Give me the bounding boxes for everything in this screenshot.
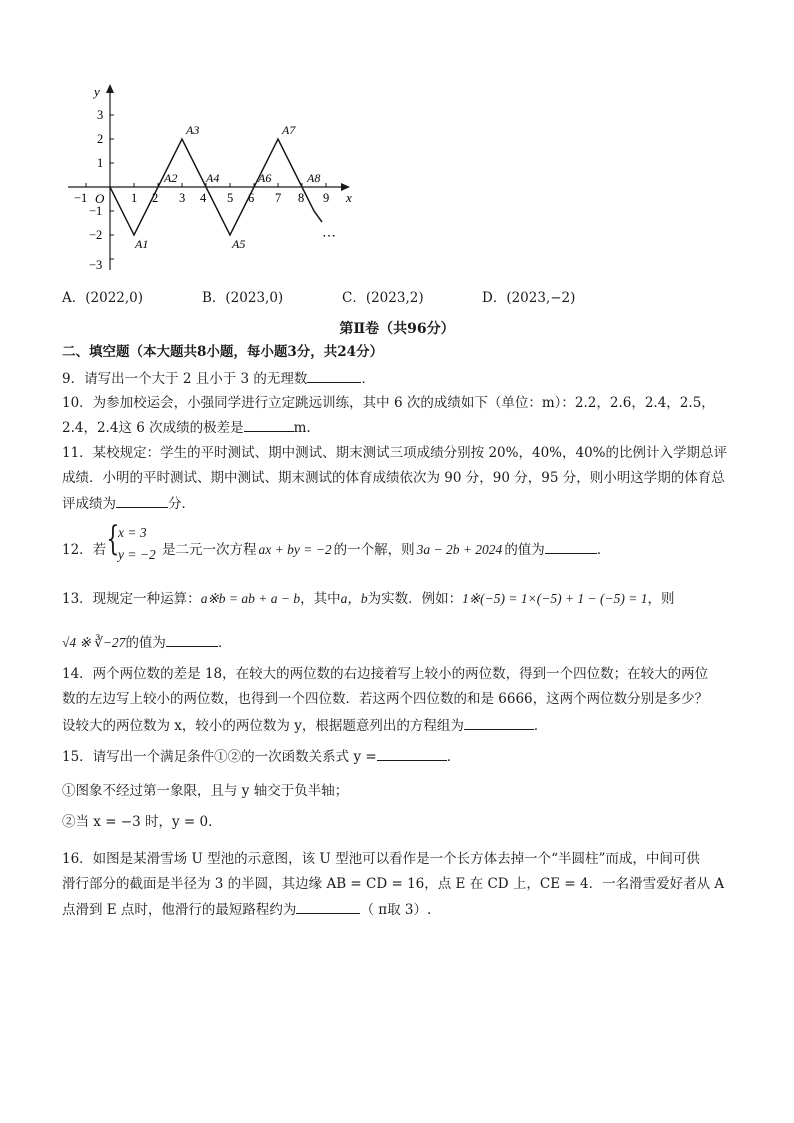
x-tick-label: −1: [74, 191, 88, 205]
option-d[interactable]: D．(2023,−2): [482, 290, 576, 306]
q12-brace: {: [106, 519, 120, 559]
continuation-ellipsis: ⋯: [322, 229, 336, 244]
q13-example: 1※(−5) = 1×(−5) + 1 − (−5) = 1: [462, 591, 648, 606]
x-tick-label: 9: [323, 191, 330, 205]
answer-blank[interactable]: [545, 540, 597, 554]
answer-blank[interactable]: [377, 747, 447, 761]
point-label-a4: A4: [206, 171, 220, 185]
question-15-line1: 15．请写出一个满足条件①②的一次函数关系式 y = ．: [62, 749, 461, 765]
part2-heading: 二、填空题（本大题共8小题，每小题3分，共24分）: [62, 344, 384, 360]
y-tick-label: 2: [97, 132, 104, 146]
question-14-line2: 数的左边写上较小的两位数，也得到一个四位数．若这两个四位数的和是 6666，这两个两位数分别是多少？: [62, 691, 709, 707]
x-axis-label: x: [346, 190, 352, 205]
zigzag-graph: [60, 80, 360, 280]
q16-text: 点滑到 E 点时，他滑行的最短路程约为: [62, 902, 297, 918]
option-c[interactable]: C．(2023,2): [342, 290, 424, 306]
q13-ab: a，b: [340, 591, 368, 606]
answer-blank[interactable]: [244, 418, 294, 432]
q16-end: （ π取 3）.: [360, 902, 432, 918]
x-tick-label: 1: [131, 191, 138, 205]
q13-expression: √4 ※ ∛−27: [62, 635, 126, 650]
question-9: 9．请写出一个大于 2 且小于 3 的无理数 ．: [62, 371, 375, 387]
x-tick-label: 4: [200, 191, 207, 205]
q12-mid: 是二元一次方程: [162, 542, 257, 558]
y-tick-label: −1: [89, 204, 103, 218]
y-tick-label: 1: [97, 156, 104, 170]
q11-text: 评成绩为: [62, 496, 116, 512]
q12-expr: 3a − 2b + 2024: [416, 542, 503, 557]
question-13-line1: [62, 590, 675, 608]
q10-text: 2.4，2.4这 6 次成绩的极差是: [62, 420, 244, 436]
q12-mid2: 的一个解，则: [333, 542, 415, 558]
y-tick-label: −3: [89, 258, 103, 272]
q12-eq2: y = −2: [118, 547, 156, 562]
origin-label: O: [95, 191, 105, 206]
q13-then: ，则: [647, 591, 675, 607]
q12-end: 的值为: [504, 542, 545, 558]
point-label-a8: A8: [307, 171, 321, 185]
x-tick-label: 7: [275, 191, 282, 205]
answer-blank[interactable]: [464, 716, 534, 730]
point-label-a1: A1: [135, 237, 149, 251]
q13-end: 的值为: [125, 635, 166, 651]
question-16-line1: 16．如图是某滑雪场 U 型池的示意图，该 U 型池可以看作是一个长方体去掉一个“半圆柱”而成，中间可供: [62, 851, 700, 867]
option-b[interactable]: B．(2023,0): [202, 290, 284, 306]
q14-text: 设较大的两位数为 x，较小的两位数为 y，根据题意列出的方程组为: [62, 718, 464, 734]
q10-unit: m.: [293, 420, 311, 436]
question-11-line1: 11．某校规定：学生的平时测试、期中测试、期末测试三项成绩分别按 20%，40%，40%的比例计入学期总评: [62, 445, 727, 461]
x-tick-label: 2: [152, 191, 159, 205]
y-axis-arrow: [106, 84, 114, 93]
x-tick-label: 3: [179, 191, 186, 205]
question-13-line2: √4 ※ ∛−27的值为 ．: [62, 635, 232, 651]
q13-intro: 13．现规定一种运算：: [62, 591, 201, 607]
question-11-line2: 成绩．小明的平时测试、期中测试、期末测试的体育成绩依次为 90 分，90 分，95 分，则小明这学期的体育总: [62, 470, 725, 486]
answer-blank[interactable]: [296, 900, 360, 914]
question-16-line2: 滑行部分的截面是半径为 3 的半圆，其边缘 AB = CD = 16，点 E 在 CD 上，CE = 4．一名滑雪爱好者从 A: [62, 876, 725, 892]
q13-example-intro: 为实数．例如：: [367, 591, 463, 607]
q12-eq1: x = 3: [118, 525, 147, 540]
q13-definition: a※b = ab + a − b: [200, 591, 301, 606]
x-tick-label: 5: [227, 191, 234, 205]
question-10-line1: 10．为参加校运会，小强同学进行立定跳远训练，其中 6 次的成绩如下（单位：m）：2.2，2.6，2.4，2.5，: [62, 395, 715, 411]
question-14-line3: 设较大的两位数为 x，较小的两位数为 y，根据题意列出的方程组为 ．: [62, 718, 548, 734]
point-label-a3: A3: [186, 123, 200, 137]
answer-blank[interactable]: [116, 494, 168, 508]
point-label-a6: A6: [258, 171, 272, 185]
question-10-line2: [62, 418, 311, 437]
q11-end: 分．: [168, 496, 195, 512]
question-16-line3: [62, 900, 431, 919]
y-tick-label: 3: [97, 108, 104, 122]
point-label-a2: A2: [164, 171, 178, 185]
point-label-a5: A5: [232, 237, 246, 251]
answer-blank[interactable]: [307, 369, 361, 383]
section2-title: 第Ⅱ卷（共96分）: [339, 321, 455, 337]
y-axis-label: y: [94, 84, 100, 99]
point-label-a7: A7: [282, 123, 296, 137]
q9-text: 9．请写出一个大于 2 且小于 3 的无理数: [62, 371, 308, 387]
y-tick-label: −2: [89, 228, 103, 242]
answer-blank[interactable]: [166, 633, 218, 647]
q13-where: ，其中: [300, 591, 341, 607]
question-11-line3: [62, 494, 195, 513]
q12-prefix: 12．若: [62, 542, 107, 558]
question-14-line1: 14．两个两位数的差是 18，在较大的两位数的右边接着写上较小的两位数，得到一个四位数；在较大的两位: [62, 666, 709, 682]
q15-text: 15．请写出一个满足条件①②的一次函数关系式 y =: [62, 749, 377, 765]
x-tick-label: 8: [298, 191, 305, 205]
question-15-condition2: ②当 x = −3 时，y = 0．: [62, 814, 222, 830]
q12-equation: ax + by = −2: [258, 542, 332, 557]
option-a[interactable]: A．(2022,0): [62, 290, 144, 306]
question-15-condition1: ①图象不经过第一象限，且与 y 轴交于负半轴；: [62, 783, 349, 799]
x-tick-label: 6: [248, 191, 255, 205]
